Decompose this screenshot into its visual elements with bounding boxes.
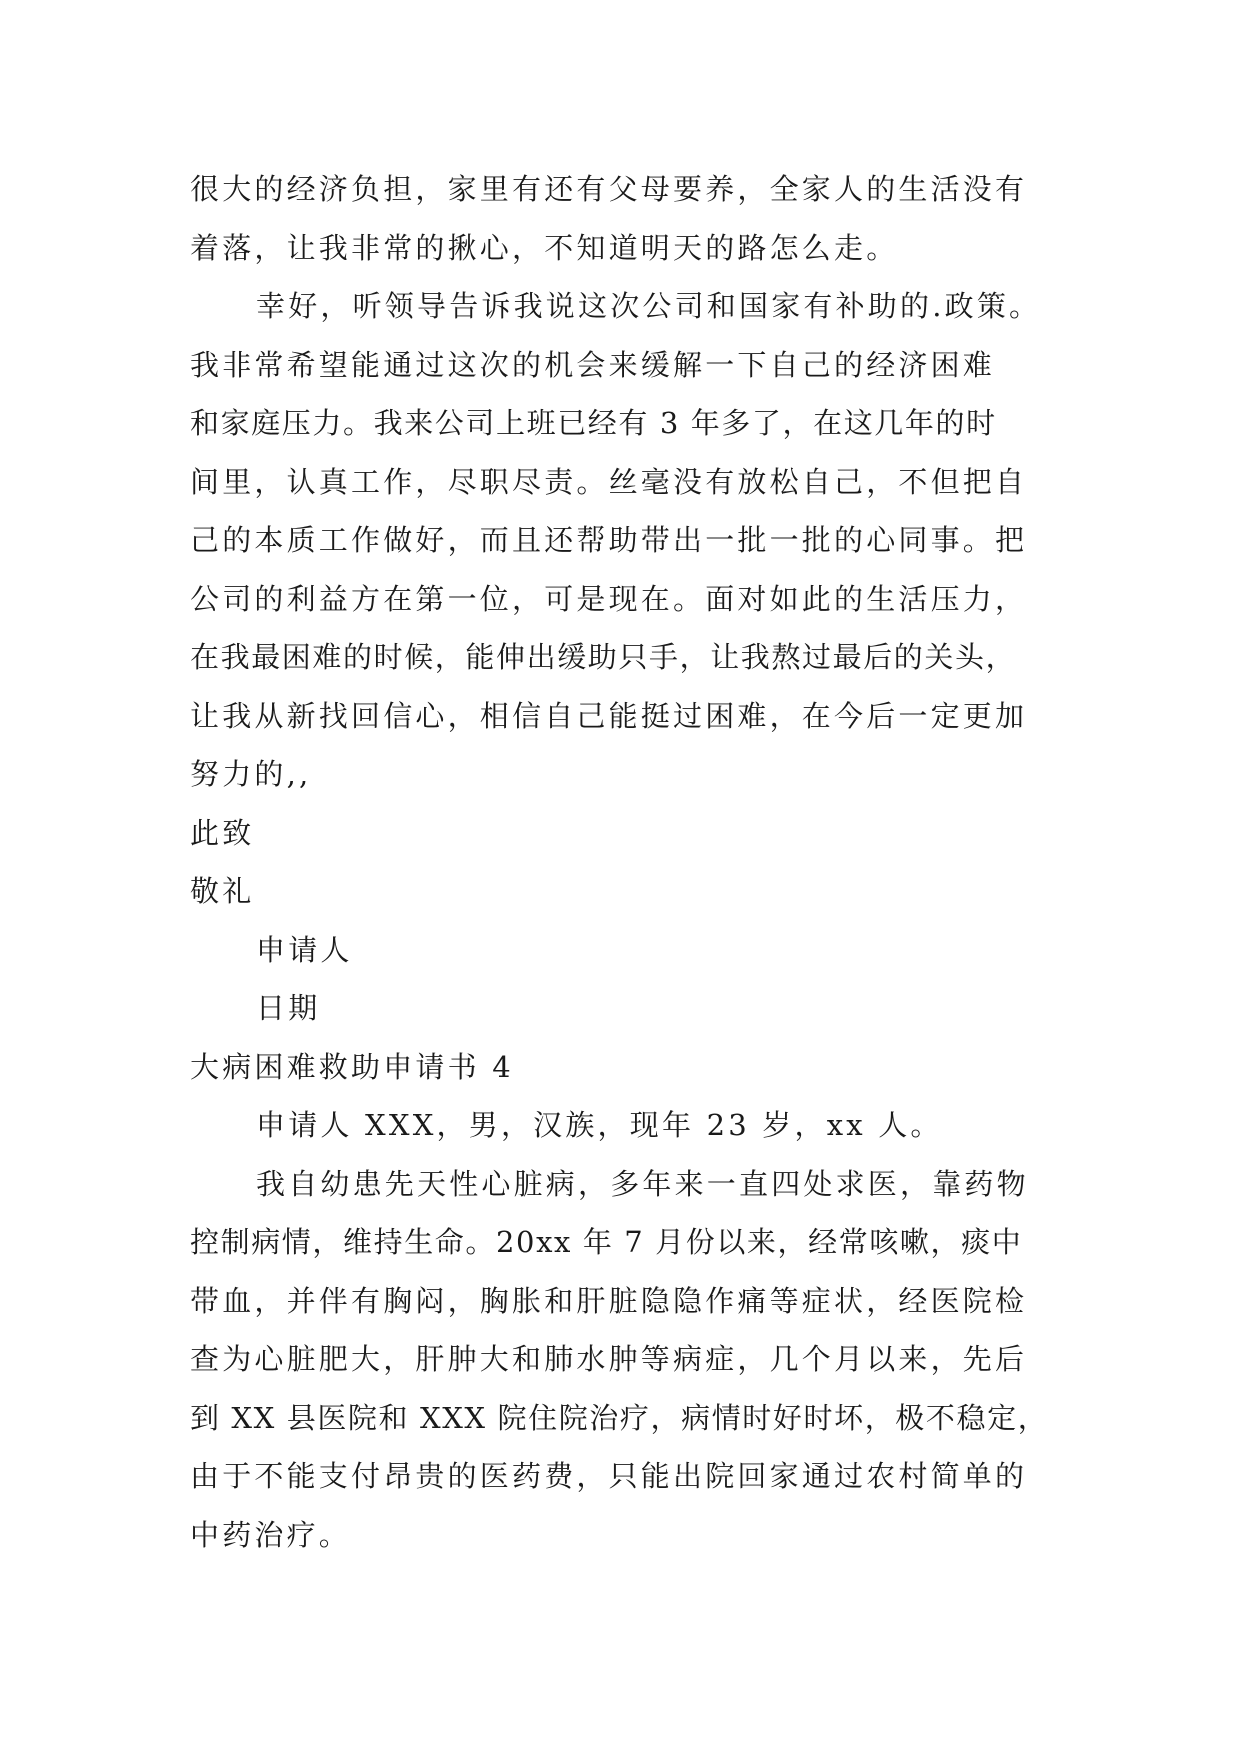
signature-date-label: 日期 <box>256 991 321 1025</box>
paragraph-start-line: 我自幼患先天性心脏病，多年来一直四处求医，靠药物 <box>256 1166 1029 1201</box>
text-line: 让我从新找回信心，相信自己能挺过困难，在今后一定更加 <box>190 698 1028 733</box>
document-body <box>190 160 1070 1564</box>
closing-regards: 敬礼 <box>190 874 255 908</box>
text-line: 带血，并伴有胸闷，胸胀和肝脏隐隐作痛等症状，经医院检 <box>190 1283 1028 1318</box>
text-line: 我非常希望能通过这次的机会来缓解一下自己的经济困难 <box>190 347 996 382</box>
text-line: 己的本质工作做好，而且还帮助带出一批一批的心同事。把 <box>190 523 1028 557</box>
text-line: 间里，认真工作，尽职尽责。丝毫没有放松自己，不但把自 <box>190 464 1028 499</box>
text-line: 和家庭压力。我来公司上班已经有 3 年多了，在这几年的时 <box>190 406 997 440</box>
text-line: 由于不能支付昂贵的医药费，只能出院回家通过农村简单的 <box>190 1459 1028 1493</box>
text-line: 查为心脏肥大，肝肿大和肺水肿等病症，几个月以来，先后 <box>190 1342 1028 1376</box>
closing-salutation: 此致 <box>190 815 255 850</box>
text-line: 到 XX 县医院和 XXX 院住院治疗，病情时好时坏，极不稳定， <box>190 1400 1049 1435</box>
paragraph-start-line: 申请人 XXX，男，汉族，现年 23 岁，xx 人。 <box>256 1108 943 1142</box>
text-line: 在我最困难的时候，能伸出缓助只手，让我熬过最后的关头， <box>190 640 1017 674</box>
text-line: 努力的,, <box>190 757 312 791</box>
text-line: 控制病情，维持生命。20xx 年 7 月份以来，经常咳嗽，痰中 <box>190 1225 1023 1259</box>
section-title: 大病困难救助申请书 4 <box>190 1049 514 1084</box>
paragraph-start-line: 幸好，听领导告诉我说这次公司和国家有补助的.政策。 <box>256 289 1042 323</box>
signature-applicant-label: 申请人 <box>256 932 353 967</box>
text-line: 公司的利益方在第一位，可是现在。面对如此的生活压力， <box>190 581 1028 616</box>
text-line: 中药治疗。 <box>190 1517 352 1552</box>
text-line: 着落，让我非常的揪心，不知道明天的路怎么走。 <box>190 230 899 265</box>
text-line: 很大的经济负担，家里有还有父母要养，全家人的生活没有 <box>190 172 1028 206</box>
